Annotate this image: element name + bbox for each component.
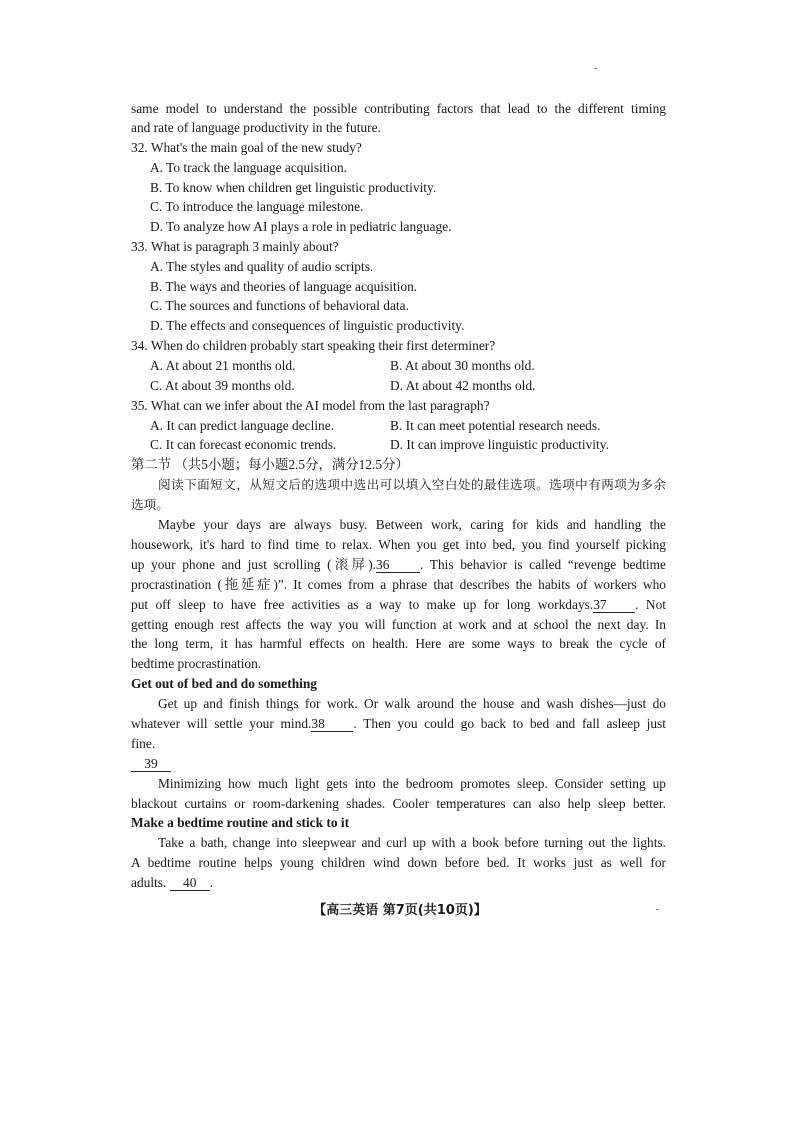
passage-line: housework, it's hard to find time to relax. When you get into bed, you find yourself picking xyxy=(131,537,666,552)
passage-line: whatever will settle your mind.38 . Then you could go back to bed and fall asleep just xyxy=(131,716,666,731)
q34-option-c: C. At about 39 months old. xyxy=(150,378,295,393)
q33-option-d: D. The effects and consequences of linguistic productivity. xyxy=(150,318,465,333)
blank-39-line xyxy=(131,755,666,773)
passage-line: Get up and finish things for work. Or walk around the house and wash dishes—just do xyxy=(158,696,666,711)
passage-line: fine. xyxy=(131,736,156,751)
blank-39: 39 xyxy=(131,756,171,772)
q34-option-b: B. At about 30 months old. xyxy=(390,358,535,373)
q32-option-b: B. To know when children get linguistic productivity. xyxy=(150,180,437,195)
section-2-header: 第二节 （共5小题；每小题2.5分，满分12.5分） xyxy=(131,457,409,472)
passage-line: adults. 40 . xyxy=(131,875,214,890)
blank-36: 36 xyxy=(376,557,420,573)
subheading: Get out of bed and do something xyxy=(131,676,318,691)
scan-speck xyxy=(594,68,597,69)
passage-line: up your phone and just scrolling (滚屏).36 . This behavior is called “revenge bedtime xyxy=(131,557,666,572)
blank-38: 38 xyxy=(311,716,353,732)
blank-40: 40 xyxy=(170,875,210,891)
q34-option-d: D. At about 42 months old. xyxy=(390,378,536,393)
q35-options-row xyxy=(150,417,685,435)
question-34-stem: 34. When do children probably start speaking their first determiner? xyxy=(131,338,496,353)
q34-option-a: A. At about 21 months old. xyxy=(150,358,296,373)
q32-option-a: A. To track the language acquisition. xyxy=(150,160,348,175)
question-35-stem: 35. What can we infer about the AI model from the last paragraph? xyxy=(131,398,490,413)
q35-option-a: A. It can predict language decline. xyxy=(150,418,335,433)
page-footer: 【高三英语 第7页(共10页)】 xyxy=(313,903,487,918)
section-2-instructions: 选项。 xyxy=(131,497,169,512)
passage-line: getting enough rest affects the way you will function at work and at school the next day. In xyxy=(131,617,666,632)
section-2-instructions: 阅读下面短文，从短文后的选项中选出可以填入空白处的最佳选项。选项中有两项为多余 xyxy=(158,477,666,492)
q32-option-d: D. To analyze how AI plays a role in pediatric language. xyxy=(150,219,452,234)
q32-option-c: C. To introduce the language milestone. xyxy=(150,199,364,214)
intro-line: same model to understand the possible contributing factors that lead to the different timing xyxy=(131,101,666,116)
passage-line: blackout curtains or room-darkening shades. Cooler temperatures can also help sleep better. xyxy=(131,796,666,811)
subheading: Make a bedtime routine and stick to it xyxy=(131,815,350,830)
blank-37: 37 xyxy=(593,597,635,613)
q33-option-a: A. The styles and quality of audio scripts. xyxy=(150,259,374,274)
passage-line: procrastination (拖延症)”. It comes from a phrase that describes the habits of workers who xyxy=(131,577,666,592)
passage-line: Minimizing how much light gets into the bedroom promotes sleep. Consider setting up xyxy=(158,776,666,791)
passage-line: bedtime procrastination. xyxy=(131,656,262,671)
q34-options-row xyxy=(150,357,685,375)
passage-line: put off sleep to have free activities as a way to make up for long workdays.37 . Not xyxy=(131,597,666,612)
q33-option-c: C. The sources and functions of behavioral data. xyxy=(150,298,409,313)
intro-line: and rate of language productivity in the future. xyxy=(131,120,381,135)
q35-option-b: B. It can meet potential research needs. xyxy=(390,418,601,433)
q35-option-d: D. It can improve linguistic productivity. xyxy=(390,437,609,452)
q33-option-b: B. The ways and theories of language acquisition. xyxy=(150,279,418,294)
question-32-stem: 32. What's the main goal of the new study? xyxy=(131,140,362,155)
passage-line: A bedtime routine helps young children wind down before bed. It works just as well for xyxy=(131,855,666,870)
passage-line: Maybe your days are always busy. Between work, caring for kids and handling the xyxy=(158,517,666,532)
q35-options-row xyxy=(150,436,685,454)
question-33-stem: 33. What is paragraph 3 mainly about? xyxy=(131,239,339,254)
q34-options-row xyxy=(150,377,685,395)
passage-line: Take a bath, change into sleepwear and curl up with a book before turning out the lights. xyxy=(158,835,666,850)
passage-line: the long term, it has harmful effects on health. Here are some ways to break the cycle of xyxy=(131,636,666,651)
q35-option-c: C. It can forecast economic trends. xyxy=(150,437,337,452)
